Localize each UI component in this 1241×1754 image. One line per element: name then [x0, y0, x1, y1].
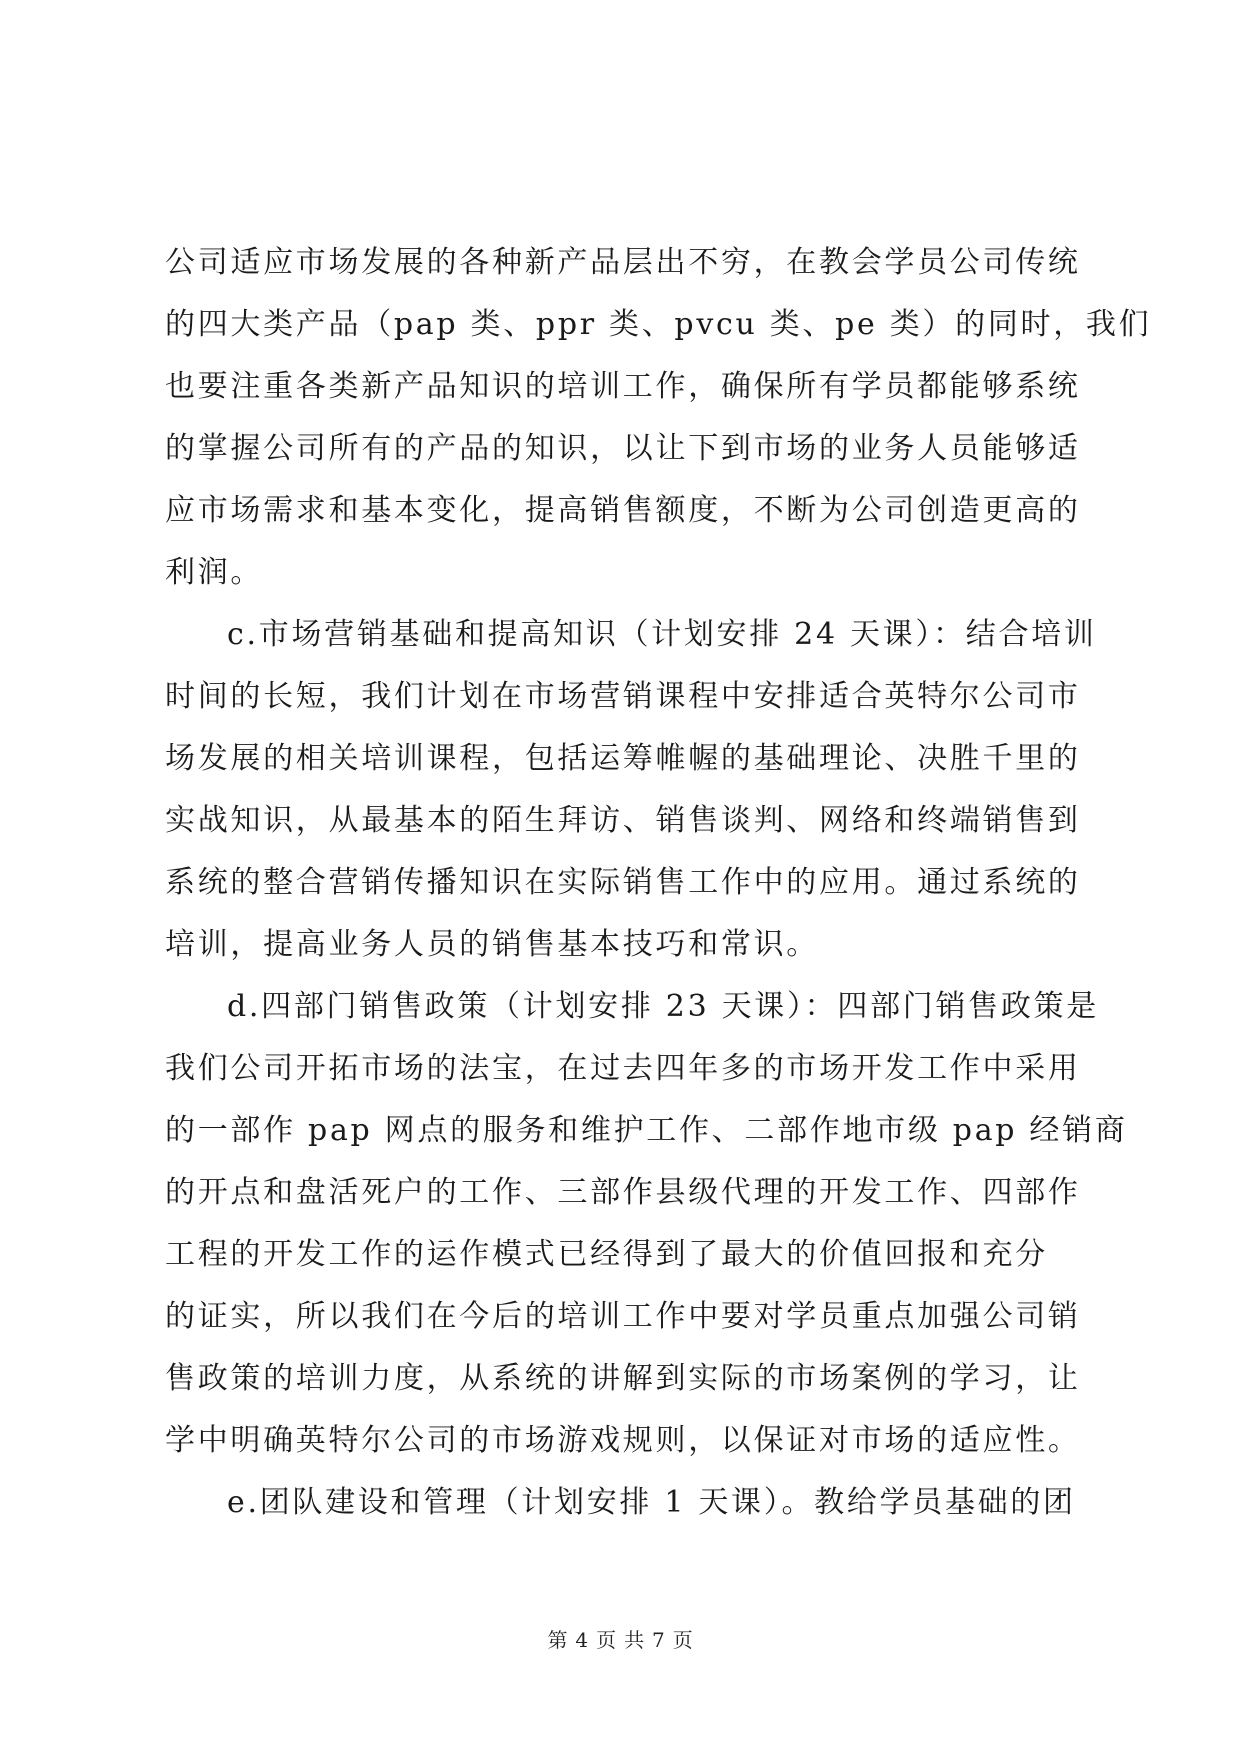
- text-line: 学中明确英特尔公司的市场游戏规则，以保证对市场的适应性。: [165, 1423, 1081, 1458]
- text-line: 的证实，所以我们在今后的培训工作中要对学员重点加强公司销: [165, 1299, 1081, 1334]
- text-line: 场发展的相关培训课程，包括运筹帷幄的基础理论、决胜千里的: [165, 741, 1081, 776]
- text-line: 的一部作 pap 网点的服务和维护工作、二部作地市级 pap 经销商: [165, 1113, 1128, 1148]
- section-e-heading-line: e.团队建设和管理（计划安排 1 天课）。教给学员基础的团: [227, 1485, 1076, 1520]
- text-line: 时间的长短，我们计划在市场营销课程中安排适合英特尔公司市: [165, 679, 1081, 714]
- text-line: 的掌握公司所有的产品的知识，以让下到市场的业务人员能够适: [165, 431, 1081, 466]
- text-line: 应市场需求和基本变化，提高销售额度，不断为公司创造更高的: [165, 493, 1081, 528]
- text-line: 工程的开发工作的运作模式已经得到了最大的价值回报和充分: [165, 1237, 1048, 1272]
- body-text: [165, 232, 1152, 1534]
- text-line: 培训，提高业务人员的销售基本技巧和常识。: [165, 927, 819, 962]
- text-line: 也要注重各类新产品知识的培训工作，确保所有学员都能够系统: [165, 369, 1081, 404]
- section-d-heading-line: d.四部门销售政策（计划安排 23 天课）：四部门销售政策是: [227, 989, 1099, 1024]
- section-c-heading-line: c.市场营销基础和提高知识（计划安排 24 天课）：结合培训: [227, 617, 1097, 652]
- text-line: 的开点和盘活死户的工作、三部作县级代理的开发工作、四部作: [165, 1175, 1081, 1210]
- text-line: 实战知识，从最基本的陌生拜访、销售谈判、网络和终端销售到: [165, 803, 1081, 838]
- text-line: 公司适应市场发展的各种新产品层出不穷，在教会学员公司传统: [165, 245, 1081, 280]
- text-line: 我们公司开拓市场的法宝，在过去四年多的市场开发工作中采用: [165, 1051, 1081, 1086]
- text-line: 售政策的培训力度，从系统的讲解到实际的市场案例的学习，让: [165, 1361, 1081, 1396]
- text-line: 的四大类产品（pap 类、ppr 类、pvcu 类、pe 类）的同时，我们: [165, 307, 1152, 342]
- text-line: 利润。: [165, 555, 264, 590]
- text-line: 系统的整合营销传播知识在实际销售工作中的应用。通过系统的: [165, 865, 1081, 900]
- page-number-footer: 第 4 页 共 7 页: [547, 1628, 694, 1652]
